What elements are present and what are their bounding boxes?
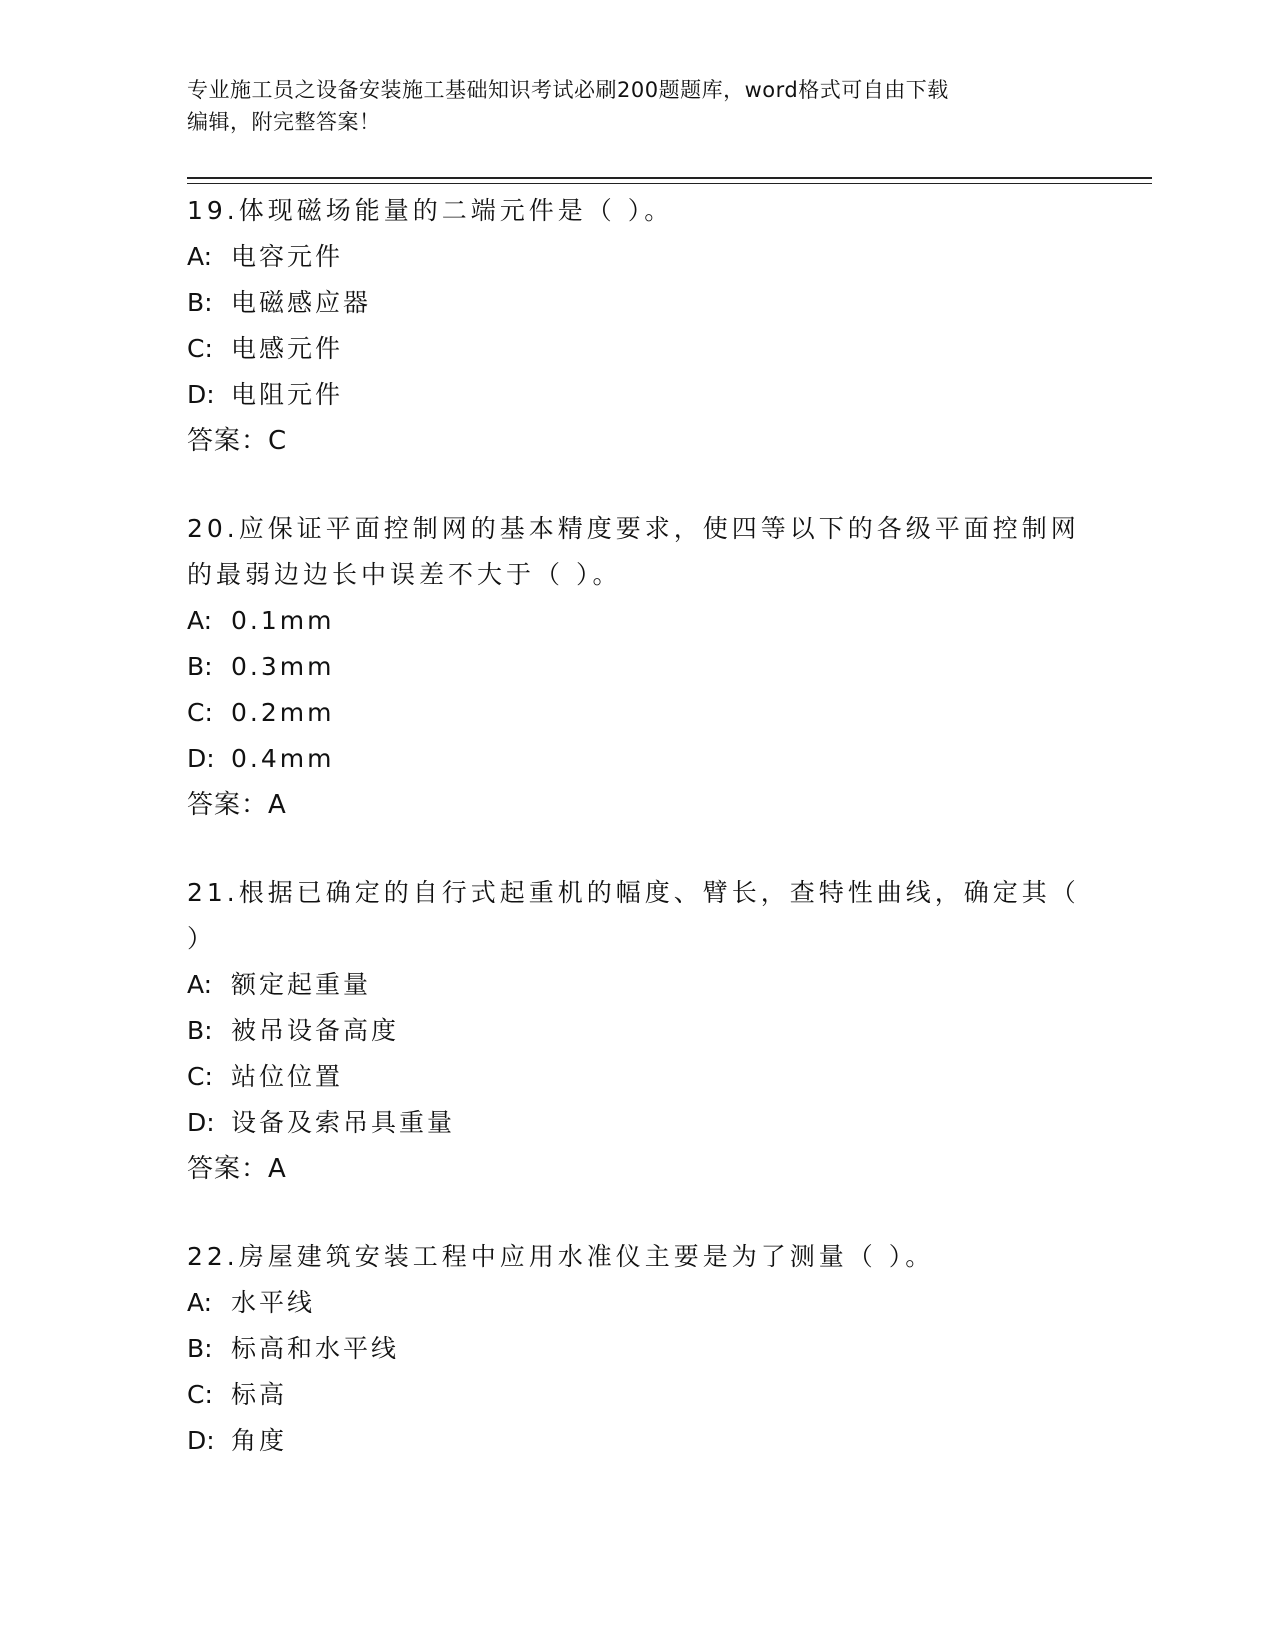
- question-stem: 22.房屋建筑安装工程中应用水准仪主要是为了测量（ ）。: [187, 1242, 935, 1271]
- option-c: [187, 326, 1087, 372]
- option-b: [187, 280, 1087, 326]
- option-text: 电阻元件: [231, 380, 344, 409]
- option-letter: D:: [187, 1108, 215, 1137]
- option-b: [187, 1326, 1087, 1372]
- option-text: 被吊设备高度: [231, 1016, 400, 1045]
- question-stem: 20.应保证平面控制网的基本精度要求，使四等以下的各级平面控制网的最弱边边长中误差不大于（ ）。: [187, 514, 1080, 589]
- option-text: 电磁感应器: [231, 288, 372, 317]
- option-b: [187, 644, 1087, 690]
- header-divider-thin: [187, 183, 1152, 184]
- option-a: [187, 962, 1087, 1008]
- option-d: [187, 1418, 1087, 1464]
- option-text: 标高和水平线: [231, 1334, 400, 1363]
- option-d: [187, 372, 1087, 418]
- option-text: 角度: [231, 1426, 288, 1455]
- header-divider-thick: [187, 177, 1152, 179]
- option-text: 水平线: [231, 1288, 316, 1317]
- option-text: 设备及索吊具重量: [231, 1108, 456, 1137]
- answer-line: 答案：A: [187, 1154, 287, 1184]
- option-letter: B:: [187, 652, 213, 681]
- question-stem: 21.根据已确定的自行式起重机的幅度、臂长，查特性曲线，确定其（ ）: [187, 878, 1080, 953]
- header-line-1: 专业施工员之设备安装施工基础知识考试必刷200题题库，word格式可自由下载: [187, 78, 949, 102]
- option-c: [187, 1372, 1087, 1418]
- option-letter: B:: [187, 1016, 213, 1045]
- option-letter: A:: [187, 242, 213, 271]
- question-stem: 19.体现磁场能量的二端元件是（ ）。: [187, 196, 674, 225]
- option-letter: D:: [187, 380, 215, 409]
- option-text: 站位位置: [231, 1062, 344, 1091]
- option-text: 电容元件: [231, 242, 344, 271]
- option-text: 0.4mm: [231, 744, 335, 773]
- option-a: [187, 234, 1087, 280]
- option-text: 标高: [231, 1380, 288, 1409]
- document-header: [187, 74, 1067, 138]
- option-c: [187, 690, 1087, 736]
- option-letter: C:: [187, 698, 213, 727]
- option-letter: D:: [187, 1426, 215, 1455]
- option-text: 0.2mm: [231, 698, 335, 727]
- option-letter: C:: [187, 334, 213, 363]
- option-letter: A:: [187, 606, 213, 635]
- option-letter: C:: [187, 1380, 213, 1409]
- option-d: [187, 1100, 1087, 1146]
- option-letter: B:: [187, 1334, 213, 1363]
- option-letter: A:: [187, 970, 213, 999]
- answer-line: 答案：A: [187, 790, 287, 820]
- option-text: 0.1mm: [231, 606, 335, 635]
- header-line-2: 编辑，附完整答案！: [187, 110, 381, 134]
- option-letter: B:: [187, 288, 213, 317]
- option-c: [187, 1054, 1087, 1100]
- option-letter: A:: [187, 1288, 213, 1317]
- option-a: [187, 598, 1087, 644]
- answer-line: 答案：C: [187, 426, 288, 456]
- option-b: [187, 1008, 1087, 1054]
- question-21: [187, 870, 1087, 1192]
- option-letter: D:: [187, 744, 215, 773]
- question-20: [187, 506, 1087, 828]
- question-19: [187, 188, 1087, 464]
- option-letter: C:: [187, 1062, 213, 1091]
- question-22: [187, 1234, 1087, 1464]
- question-list: [187, 188, 1087, 1506]
- option-text: 额定起重量: [231, 970, 372, 999]
- option-text: 电感元件: [231, 334, 344, 363]
- option-a: [187, 1280, 1087, 1326]
- option-text: 0.3mm: [231, 652, 335, 681]
- option-d: [187, 736, 1087, 782]
